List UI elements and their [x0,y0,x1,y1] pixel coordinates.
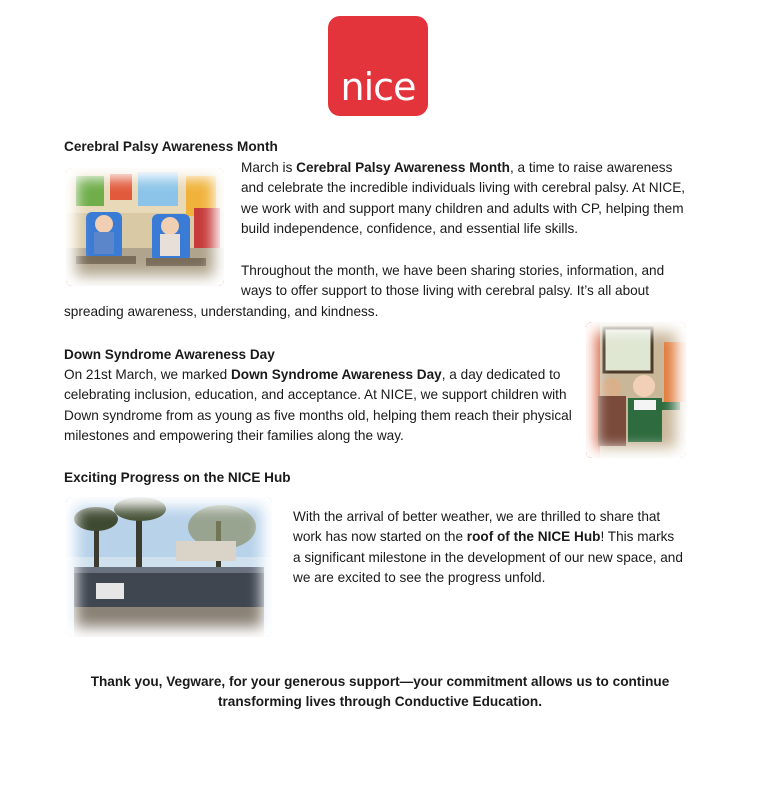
down-syndrome-body [64,365,576,447]
cerebral-palsy-intro [241,158,691,240]
cerebral-palsy-para2-line1: Throughout the month, we have been sharing stories, information, and [241,263,665,278]
cerebral-palsy-para2-line3: spreading awareness, understanding, and kindness. [64,304,379,319]
construction-site-photo-icon [66,497,272,637]
thank-you-message [60,672,700,712]
body-text-start: On 21st March, we marked [64,367,231,382]
section-heading-cerebral-palsy: Cerebral Palsy Awareness Month [64,139,278,154]
classroom-photo [66,168,224,286]
cerebral-palsy-para2-line2: ways to offer support to those living with cerebral palsy. It’s all about [241,283,650,298]
hub-text-end: ! This marks a significant milestone in the development of our new space, and we are excited to see the progress unfold. [293,529,683,586]
nice-hub-body [293,507,683,589]
body-text-end: , a day dedicated to celebrating inclusion, education, and acceptance. At NICE, we support children with Down syndrome from as young as five months old, helping them reach their physical milestones and empowering their families along the way. [64,367,572,444]
section-heading-nice-hub: Exciting Progress on the NICE Hub [64,470,291,485]
thank-you-line-2: transforming lives through Conductive Education. [217,694,542,709]
hub-text-bold: roof of the NICE Hub [466,529,601,545]
classroom-photo-icon [66,168,224,286]
intro-text-bold: Cerebral Palsy Awareness Month [296,160,510,175]
hub-text-start: With the arrival of better weather, we are thrilled to share that work has now started on the [293,509,661,545]
intro-text-end: , a time to raise awareness and celebrate the incredible individuals living with cerebral palsy. At NICE, we work with and support many children and adults with CP, helping them build independence, confidence, and essential life skills. [241,160,686,237]
thank-you-line-1: Thank you, Vegware, for your generous support—your commitment allows us to continue [90,674,670,689]
section-heading-down-syndrome: Down Syndrome Awareness Day [64,347,275,362]
construction-site-photo [66,497,272,637]
nice-logo [328,16,428,116]
body-text-bold: Down Syndrome Awareness Day [230,367,442,382]
child-photo [586,322,686,458]
intro-text-start: March is [241,160,297,175]
logo-text: nice [340,65,416,109]
child-photo-icon [586,322,686,458]
